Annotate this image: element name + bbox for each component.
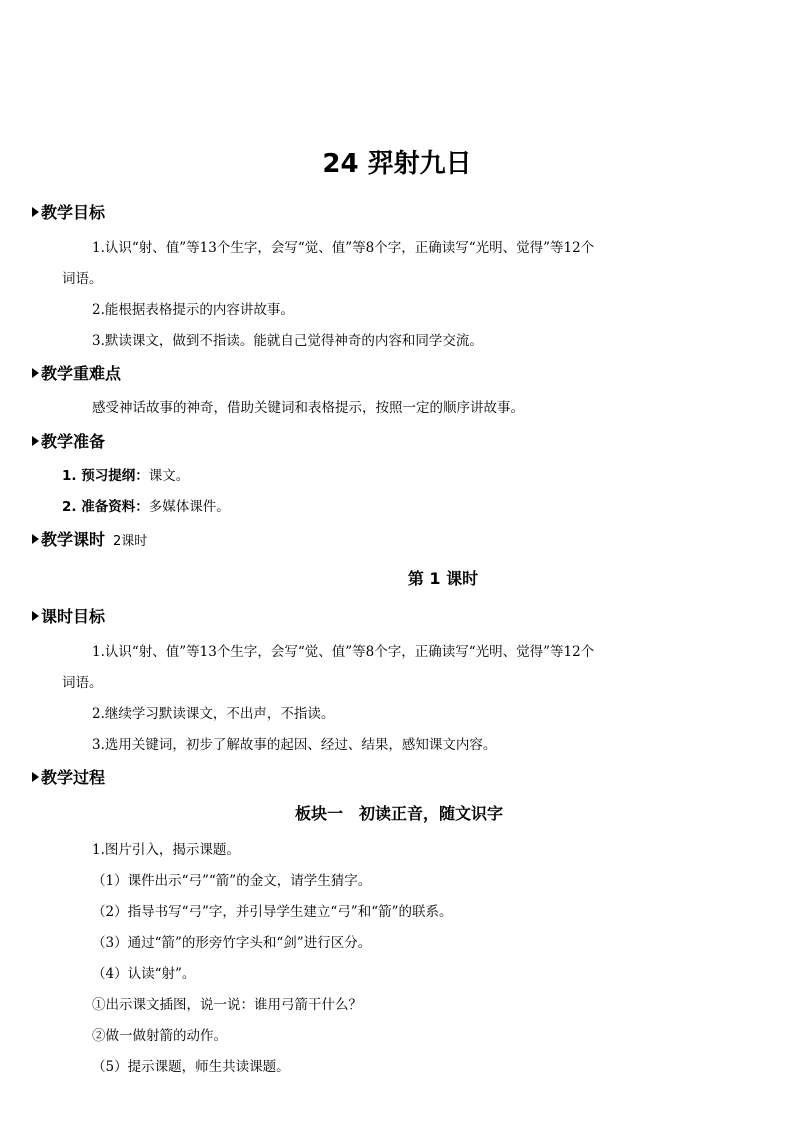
prep-item-text: 课文。 — [148, 468, 190, 484]
heading-key-points — [32, 363, 121, 385]
process-item: （3）通过“箭”的形旁竹字头和“剑”进行区分。 — [92, 935, 372, 951]
prep-item — [62, 496, 230, 518]
triangle-bullet-icon — [32, 772, 39, 782]
lesson-heading: 第 1 课时 — [407, 569, 479, 588]
lesson-goal-line: 1.认识“射、值”等13个生字，会写“觉、值”等8个字，正确读写“光明、觉得”等12个 — [92, 644, 595, 660]
process-item: （1）课件出示“弓”“箭”的金文，请学生猜字。 — [92, 873, 372, 889]
prep-item-label: 1. 预习提纲： — [62, 468, 149, 484]
block-title: 板块一 初读正音，随文识字 — [294, 804, 503, 823]
heading-label: 教学课时 — [41, 530, 106, 549]
process-item: （5）提示课题，师生共读课题。 — [92, 1059, 290, 1075]
triangle-bullet-icon — [32, 534, 39, 544]
goal-line: 3.默读课文，做到不指读。能就自己觉得神奇的内容和同学交流。 — [92, 333, 483, 349]
process-item: （2）指导书写“弓”字，并引导学生建立“弓”和“箭”的联系。 — [92, 904, 453, 920]
hours-value: 2课时 — [113, 534, 148, 549]
heading-lesson-goals — [32, 606, 105, 628]
key-points-text: 感受神话故事的神奇，借助关键词和表格提示，按照一定的顺序讲故事。 — [92, 400, 524, 416]
heading-teaching-prep — [32, 431, 105, 453]
heading-label: 教学重难点 — [41, 364, 122, 383]
heading-label: 教学目标 — [41, 203, 106, 222]
triangle-bullet-icon — [32, 611, 39, 621]
process-item: （4）认读“射”。 — [92, 966, 196, 982]
prep-item-label: 2. 准备资料： — [62, 499, 149, 515]
heading-teaching-hours — [32, 529, 147, 553]
process-item: 1.图片引入，揭示课题。 — [92, 842, 240, 858]
triangle-bullet-icon — [32, 368, 39, 378]
lesson-goal-line: 词语。 — [62, 675, 103, 691]
heading-label: 教学准备 — [41, 432, 106, 451]
lesson-goal-line: 2.继续学习默读课文，不出声，不指读。 — [92, 706, 335, 722]
prep-item — [62, 465, 189, 487]
prep-item-text: 多媒体课件。 — [148, 499, 230, 515]
heading-teaching-goals — [32, 202, 105, 224]
goal-line: 2.能根据表格提示的内容讲故事。 — [92, 302, 294, 318]
lesson-goal-line: 3.选用关键词，初步了解故事的起因、经过、结果，感知课文内容。 — [92, 737, 497, 753]
triangle-bullet-icon — [32, 207, 39, 217]
triangle-bullet-icon — [32, 436, 39, 446]
goal-line: 词语。 — [62, 271, 103, 287]
goal-line: 1.认识“射、值”等13个生字，会写“觉、值”等8个字，正确读写“光明、觉得”等12个 — [92, 240, 595, 256]
heading-label: 课时目标 — [41, 607, 106, 626]
heading-teaching-process — [32, 767, 105, 789]
process-item: ②做一做射箭的动作。 — [92, 1028, 227, 1044]
heading-label: 教学过程 — [41, 768, 106, 787]
document-title: 24 羿射九日 — [322, 149, 472, 179]
process-item: ①出示课文插图，说一说：谁用弓箭干什么？ — [92, 997, 362, 1013]
